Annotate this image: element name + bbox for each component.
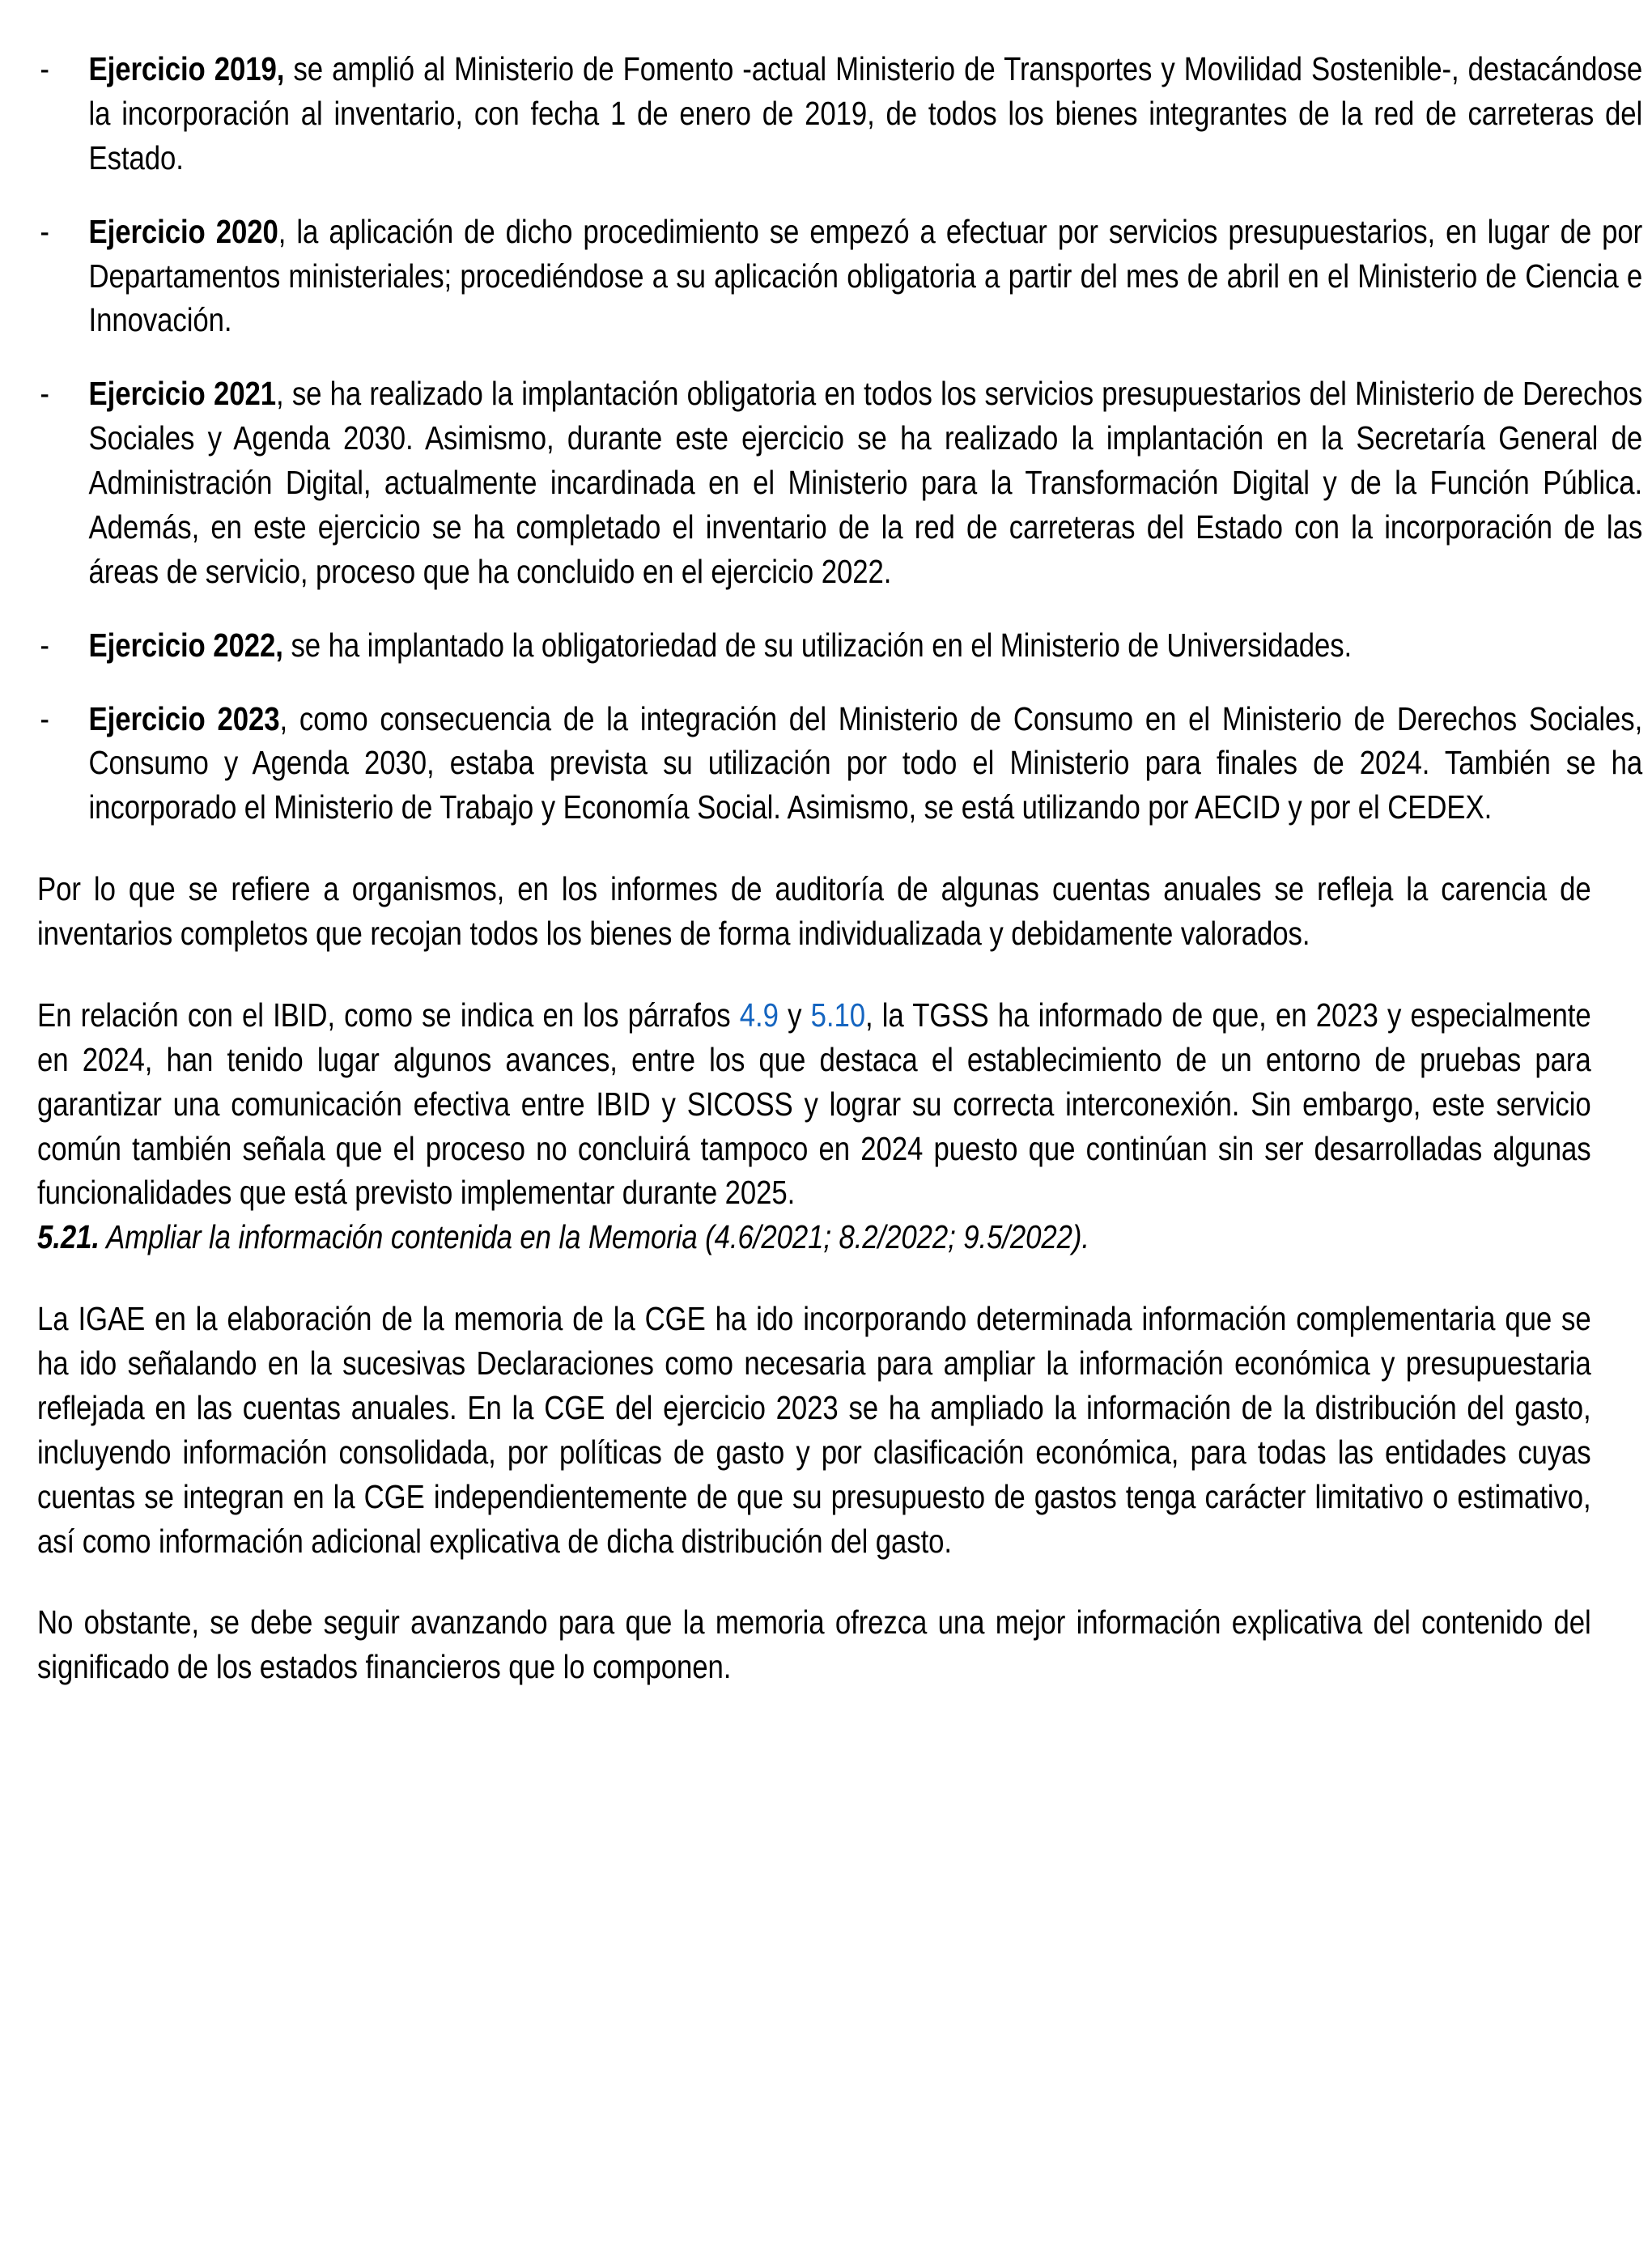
list-bullet-dash: -	[40, 212, 49, 250]
crossref-link-4-9[interactable]: 4.9	[739, 996, 779, 1034]
section-title: Ampliar la información contenida en la Memoria (4.6/2021; 8.2/2022; 9.5/2022).	[99, 1218, 1090, 1256]
list-bullet-dash: -	[40, 699, 49, 737]
section-number: 5.21.	[37, 1218, 100, 1256]
list-item-lead-label: Ejercicio 2019,	[88, 50, 285, 87]
list-item-ejercicio-2020	[37, 210, 1642, 343]
paragraph-ibid	[37, 993, 1591, 1215]
crossref-link-5-10[interactable]: 5.10	[810, 996, 865, 1034]
list-item-lead-label: Ejercicio 2021	[88, 375, 276, 413]
list-item-body-text: se amplió al Ministerio de Fomento -actual Ministerio de Transportes y Movilidad Sostenible-, destacándose la incorporación al inventario, con fecha 1 de enero de 2019, de todos los bienes integrantes de la red de carreteras del Estado.	[88, 50, 1643, 176]
list-bullet-dash: -	[40, 375, 49, 413]
list-item-lead-label: Ejercicio 2023	[88, 699, 280, 737]
paragraph-no-obstante: No obstante, se debe seguir avanzando para que la memoria ofrezca una mejor información explicativa del contenido del significado de los estados financieros que lo componen.	[37, 1603, 1591, 1686]
list-item-ejercicio-2022	[37, 623, 1642, 668]
ibid-text-before: En relación con el IBID, como se indica en los párrafos	[37, 996, 740, 1034]
section-heading-5-21	[37, 1215, 1591, 1259]
list-item-body-text: , se ha realizado la implantación obligatoria en todos los servicios presupuestarios del Ministerio de Derechos Sociales y Agenda 2030. Asimismo, durante este ejercicio se ha realizado la implantación en la Secretaría General de Administración Digital, actualmente incardinada en el Ministerio para la Transformación Digital y de la Función Pública. Además, en este ejercicio se ha completado el inventario de la red de carreteras del Estado con la incorporación de las áreas de servicio, proceso que ha concluido en el ejercicio 2022.	[88, 375, 1643, 590]
list-item-ejercicio-2023	[37, 697, 1642, 830]
list-item-body-text: , como consecuencia de la integración del Ministerio de Consumo en el Ministerio de Derechos Sociales, Consumo y Agenda 2030, estaba prevista su utilización por todo el Ministerio para finales de 2024. También se ha incorporado el Ministerio de Trabajo y Economía Social. Asimismo, se está utilizando por AECID y por el CEDEX.	[88, 699, 1643, 826]
list-item-ejercicio-2019	[37, 47, 1642, 181]
page-content	[37, 47, 1643, 1689]
ibid-text-after: , la TGSS ha informado de que, en 2023 y especialmente en 2024, han tenido lugar algunos avances, entre los que destaca el establecimiento de un entorno de pruebas para garantizar una comunicación efectiva entre IBID y SICOSS y lograr su correcta interconexión. Sin embargo, este servicio común también señala que el proceso no concluirá tampoco en 2024 puesto que continúan sin ser desarrolladas algunas funcionalidades que está previsto implementar durante 2025.	[37, 996, 1591, 1212]
list-item-lead-label: Ejercicio 2022,	[88, 626, 283, 664]
list-bullet-dash: -	[40, 50, 49, 87]
paragraph-igae: La IGAE en la elaboración de la memoria de la CGE ha ido incorporando determinada información complementaria que se ha ido señalando en la sucesivas Declaraciones como necesaria para ampliar la información económica y presupuestaria reflejada en las cuentas anuales. En la CGE del ejercicio 2023 se ha ampliado la información de la distribución del gasto, incluyendo información consolidada, por políticas de gasto y por clasificación económica, para todas las entidades cuyas cuentas se integran en la CGE independientemente de que su presupuesto de gastos tenga carácter limitativo o estimativo, así como información adicional explicativa de dicha distribución del gasto.	[37, 1300, 1591, 1560]
list-item-body-text: se ha implantado la obligatoriedad de su utilización en el Ministerio de Universidades.	[282, 626, 1353, 664]
paragraph-organismos: Por lo que se refiere a organismos, en los informes de auditoría de algunas cuentas anuales se refleja la carencia de inventarios completos que recojan todos los bienes de forma individualizada y debidamente valorados.	[37, 870, 1591, 952]
ibid-text-mid: y	[778, 996, 811, 1034]
list-item-body-text: , la aplicación de dicho procedimiento se empezó a efectuar por servicios presupuestarios, en lugar de por Departamentos ministeriales; procediéndose a su aplicación obligatoria a partir del mes de abril en el Ministerio de Ciencia e Innovación.	[88, 212, 1643, 339]
list-bullet-dash: -	[40, 626, 49, 664]
list-item-ejercicio-2021	[37, 372, 1642, 593]
list-item-lead-label: Ejercicio 2020	[88, 212, 278, 250]
